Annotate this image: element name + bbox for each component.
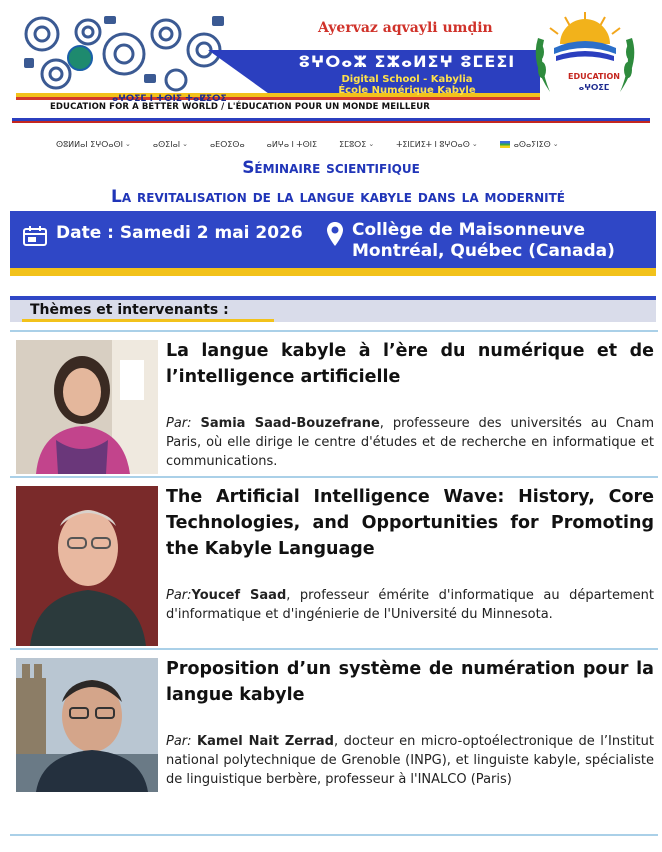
calendar-icon [22, 225, 48, 247]
par-label: Par: [166, 734, 192, 749]
chevron-down-icon: ⌄ [368, 140, 375, 148]
par-label: Par: [166, 416, 192, 431]
seminar-subtitle: La revitalisation de la langue kabyle dans la modernité [111, 187, 565, 207]
talk-item [10, 330, 658, 476]
brand-tifinagh-small: ⴰⵖⵔⵉⵎ ⵏ ⵜⵙⵏⵉ ⵜⴰⵇⵉⵔⵉ [112, 94, 227, 104]
tagline: EDUCATION FOR A BETTER WORLD / L'ÉDUCATION POUR UN MONDE MEILLEUR [50, 102, 430, 112]
brand-name-line2: École Numérique Kabyle [338, 85, 476, 96]
location-pin-icon [326, 221, 344, 247]
nav-item-5[interactable]: ⵉⵎⵓⵔⵉ ⌄ [339, 139, 375, 149]
speaker-bio: , docteur en micro-optoélectronique de l’Institut national polytechnique de Grenoble (INPG), et linguiste kabyle, spécialiste de linguistique berbère, professeur à l'INALCO (Paris) [166, 734, 654, 787]
banner-stripe-red [16, 97, 540, 100]
speaker-photo [16, 486, 158, 646]
chevron-down-icon: ⌄ [471, 140, 478, 148]
logo-label: EDUCATION [568, 72, 620, 81]
nav-item-6[interactable]: ⵜⵉⵏⵎⵍⵉⵜ ⵏ ⵓⵖⵔⴰⵙ ⌄ [396, 139, 478, 149]
speaker-bio: , professeur émérite d'informatique au département d'informatique et d'ingénierie de l'Université du Minnesota. [166, 588, 654, 622]
flag-icon [500, 141, 510, 148]
nav-item-4[interactable]: ⴰⵍⵖⴰ ⵏ ⵜⵙⵏⵉ [266, 139, 318, 149]
themes-label: Thèmes et intervenants : [30, 302, 229, 318]
brand-name [274, 74, 540, 96]
info-band-gap [10, 276, 656, 292]
event-location-line1: Collège de Maisonneuve [352, 220, 586, 240]
speaker-photo [16, 340, 158, 474]
seminar-title: Séminaire scientifique [242, 158, 420, 178]
talk-title: The Artificial Intelligence Wave: History, Core Technologies, and Opportunities for Promoting the Kabyle Language [166, 487, 654, 559]
speaker-name: Samia Saad-Bouzefrane [200, 416, 380, 431]
nav-item-2[interactable]: ⴰⵙⵉⵏⴰⵏ ⌄ [152, 139, 188, 149]
themes-bar-top [10, 296, 656, 300]
speaker-name: Youcef Saad [191, 588, 287, 603]
education-logo-icon [520, 8, 650, 112]
brand-top-text: Ayervaz aqvayli umḍin [318, 20, 493, 36]
chevron-down-icon: ⌄ [182, 140, 188, 148]
talk-description [166, 732, 654, 789]
talk-description [166, 414, 654, 471]
logo-sub: ⴰⵖⵔⵉⵎ [578, 83, 610, 92]
chevron-down-icon: ⌄ [125, 140, 131, 148]
event-location-line2: Montréal, Québec (Canada) [352, 241, 615, 261]
banner-wedge [208, 50, 272, 96]
brand-name-line1: Digital School - Kabylia [341, 74, 473, 85]
nav-item-language[interactable]: ⴰⵙⴰⵢⵏⵉⵙ ⌄ [500, 136, 559, 152]
speaker-photo [16, 658, 158, 792]
speaker-name: Kamel Nait Zerrad [197, 734, 334, 749]
gears-cluster-icon [16, 10, 231, 96]
main-nav [56, 136, 646, 152]
nav-item-1[interactable]: ⵙⵓⵍⵍⴰⵏ ⵉⵖⵔⴰⵙⵏ ⌄ [56, 139, 131, 149]
talk-description [166, 586, 654, 624]
speaker-bio: , professeure des universités au Cnam Paris, où elle dirige le centre d'études et de recherche en informatique et communications. [166, 416, 655, 469]
header-divider-red [12, 121, 650, 123]
par-label: Par: [166, 588, 192, 603]
chevron-down-icon: ⌄ [552, 140, 559, 148]
talk-title: Proposition d’un système de numération pour la langue kabyle [166, 659, 654, 705]
info-band-stripe [10, 268, 656, 276]
talk-item [10, 476, 658, 648]
themes-underline [22, 319, 274, 322]
talk-title: La langue kabyle à l’ère du numérique et de l’intelligence artificielle [166, 341, 654, 387]
site-header [12, 8, 650, 118]
brand-tifinagh: ⵓⵖⵔⴰⵣ ⵉⵣⴰⵍⵉⵖ ⵓⵎⴹⵉⵏ [298, 52, 516, 71]
event-date: Date : Samedi 2 mai 2026 [56, 223, 303, 243]
talk-item [10, 648, 658, 836]
nav-item-3[interactable]: ⴰⴹⵔⵉⵙⴰ [209, 139, 245, 149]
